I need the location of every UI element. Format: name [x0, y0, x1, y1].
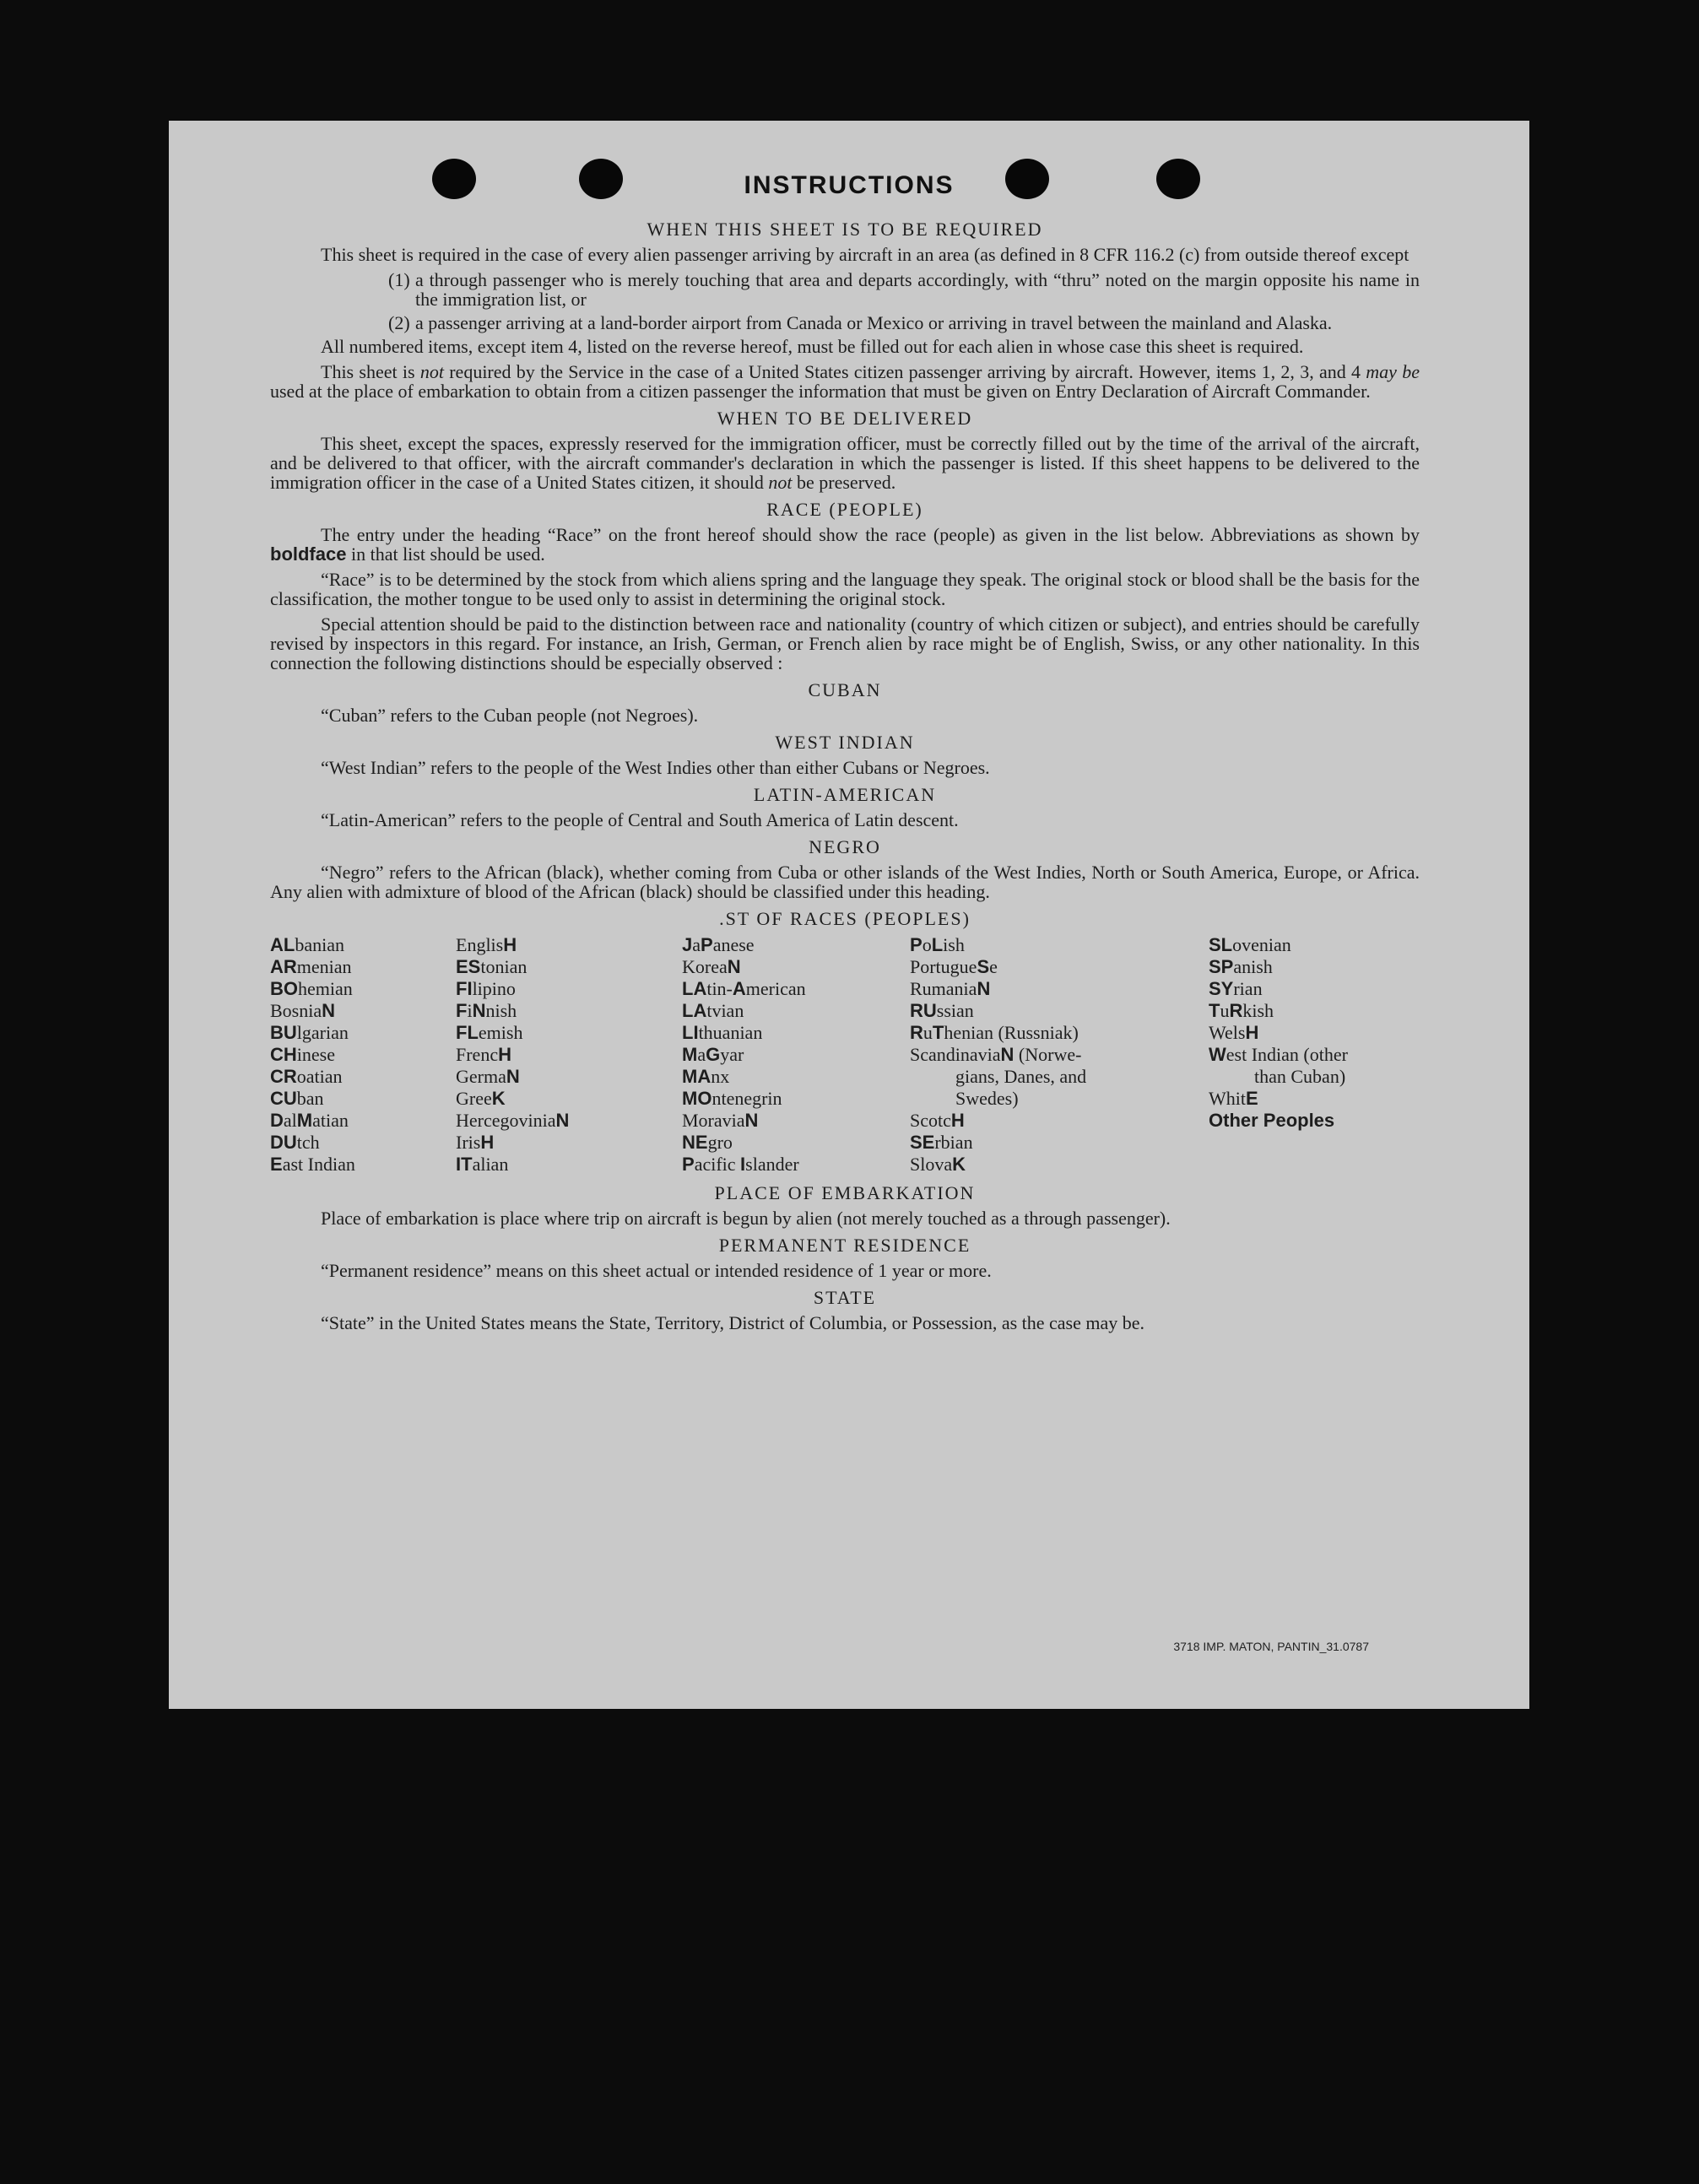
- item-text: a passenger arriving at a land-border airport from Canada or Mexico or arriving in travel between the mainland and Alaska.: [415, 312, 1333, 333]
- race-entry: ScandinaviaN (Norwe-: [910, 1044, 1082, 1065]
- race-entry: FLemish: [456, 1022, 523, 1043]
- race-entry: TuRkish: [1209, 1000, 1274, 1021]
- race-list: [270, 934, 1420, 1176]
- race-entry: LIthuanian: [682, 1022, 763, 1043]
- race-entry: NEgro: [682, 1132, 733, 1153]
- paragraph: “Race” is to be determined by the stock from which aliens spring and the language they speak. The original stock or blood shall be the basis for the classification, the mother tongue to be used only to assist in determining the original stock.: [270, 569, 1420, 609]
- paragraph: “State” in the United States means the State, Territory, District of Columbia, or Possession, as the case may be.: [321, 1312, 1145, 1333]
- race-entry: SLovenian: [1209, 934, 1291, 955]
- section-heading: PLACE OF EMBARKATION: [714, 1182, 976, 1203]
- race-entry: ALbanian: [270, 934, 344, 955]
- race-entry: SErbian: [910, 1132, 973, 1153]
- race-entry: SYrian: [1209, 978, 1263, 999]
- race-entry: MOntenegrin: [682, 1088, 782, 1109]
- race-entry: PortugueSe: [910, 956, 998, 977]
- paragraph: Special attention should be paid to the distinction between race and nationality (country of which citizen or subject), and entries should be carefully revised by inspectors in this regard. For instance, an Irish, German, or French alien by race might be of English, Swiss, or any other nationality. In this connection the following distinctions should be especially observed :: [270, 614, 1420, 673]
- race-entry: East Indian: [270, 1154, 355, 1175]
- race-entry: LAtvian: [682, 1000, 744, 1021]
- race-entry: FIlipino: [456, 978, 516, 999]
- race-entry: West Indian (other: [1209, 1044, 1348, 1065]
- race-column: [910, 934, 1209, 1176]
- instructions-body: [270, 212, 1420, 1338]
- section-heading: WHEN THIS SHEET IS TO BE REQUIRED: [647, 219, 1043, 240]
- paragraph: “Permanent residence” means on this sheet actual or intended residence of 1 year or more.: [321, 1260, 992, 1281]
- race-entry: SPanish: [1209, 956, 1273, 977]
- race-entry: BUlgarian: [270, 1022, 349, 1043]
- race-entry: MaGyar: [682, 1044, 744, 1065]
- race-entry: DalMatian: [270, 1110, 349, 1131]
- race-entry: KoreaN: [682, 956, 741, 977]
- race-entry: Pacific Islander: [682, 1154, 799, 1175]
- section-heading: LATIN-AMERICAN: [753, 784, 937, 805]
- item-text: a through passenger who is merely touching that area and departs accordingly, with “thru” noted on the margin opposite his name in the immigration list, or: [415, 269, 1420, 310]
- exception-item: [388, 313, 1420, 332]
- race-entry: WhitE: [1209, 1088, 1258, 1109]
- section-heading: RACE (PEOPLE): [766, 499, 923, 520]
- item-number: (1): [388, 269, 410, 290]
- paragraph: All numbered items, except item 4, listed on the reverse hereof, must be filled out for each alien in whose case this sheet is required.: [321, 336, 1304, 357]
- race-entry: ScotcH: [910, 1110, 965, 1131]
- race-entry: SlovaK: [910, 1154, 966, 1175]
- race-entry: CHinese: [270, 1044, 335, 1065]
- race-entry: EnglisH: [456, 934, 517, 955]
- race-entry: FiNnish: [456, 1000, 517, 1021]
- race-entry: LAtin-American: [682, 978, 806, 999]
- race-entry: CRoatian: [270, 1066, 343, 1087]
- paragraph: This sheet, except the spaces, expressly reserved for the immigration officer, must be correctly filled out by the time of the arrival of the aircraft, and be delivered to that officer, with the aircraft commander's declaration in which the passenger is listed. If this sheet happens to be delivered to the immigration officer in the case of a United States citizen, it should not be preserved.: [270, 433, 1420, 493]
- race-entry: RumaniaN: [910, 978, 991, 999]
- section-heading: CUBAN: [808, 679, 882, 700]
- race-entry: HercegoviniaN: [456, 1110, 570, 1131]
- item-number: (2): [388, 312, 410, 333]
- paragraph: “West Indian” refers to the people of the West Indies other than either Cubans or Negroes.: [321, 757, 990, 778]
- race-entry: MAnx: [682, 1066, 730, 1087]
- list-heading: .ST OF RACES (PEOPLES): [719, 908, 971, 929]
- race-column: [456, 934, 682, 1176]
- race-entry: than Cuban): [1254, 1066, 1346, 1087]
- race-entry: GreeK: [456, 1088, 506, 1109]
- race-column: [270, 934, 456, 1176]
- paragraph: The entry under the heading “Race” on the front hereof should show the race (people) as given in the list below. Abbreviations as shown by boldface in that list should be used.: [270, 524, 1420, 565]
- page-title: INSTRUCTIONS: [744, 171, 955, 199]
- race-column: [682, 934, 910, 1176]
- paragraph: This sheet is not required by the Service in the case of a United States citizen passenger arriving by aircraft. However, items 1, 2, 3, and 4 may be used at the place of embarkation to obtain from a citizen passenger the information that must be given on Entry Declaration of Aircraft Commander.: [270, 361, 1420, 402]
- race-entry: DUtch: [270, 1132, 320, 1153]
- race-entry: BosniaN: [270, 1000, 336, 1021]
- race-entry: PoLish: [910, 934, 965, 955]
- race-entry: GermaN: [456, 1066, 520, 1087]
- race-entry: IrisH: [456, 1132, 495, 1153]
- race-entry: FrencH: [456, 1044, 511, 1065]
- printer-mark: 3718 IMP. MATON, PANTIN_31.0787: [1173, 1640, 1369, 1653]
- race-entry: Swedes): [955, 1088, 1019, 1109]
- section-heading: WEST INDIAN: [775, 732, 915, 753]
- race-entry: WelsH: [1209, 1022, 1259, 1043]
- race-entry: CUban: [270, 1088, 324, 1109]
- race-entry: ITalian: [456, 1154, 509, 1175]
- race-entry: EStonian: [456, 956, 528, 977]
- section-heading: STATE: [813, 1287, 877, 1308]
- race-entry: Other Peoples: [1209, 1110, 1335, 1131]
- race-entry: ARmenian: [270, 956, 352, 977]
- section-heading: NEGRO: [809, 836, 881, 857]
- race-entry: RUssian: [910, 1000, 974, 1021]
- race-entry: gians, Danes, and: [955, 1066, 1087, 1087]
- race-entry: RuThenian (Russniak): [910, 1022, 1079, 1043]
- paragraph: Place of embarkation is place where trip on aircraft is begun by alien (not merely touched as a through passenger).: [321, 1208, 1171, 1229]
- exception-item: [388, 270, 1420, 309]
- paragraph: This sheet is required in the case of every alien passenger arriving by aircraft in an area (as defined in 8 CFR 116.2 (c) from outside thereof except: [321, 244, 1410, 265]
- instruction-sheet: [169, 121, 1529, 1709]
- paragraph: “Latin-American” refers to the people of Central and South America of Latin descent.: [321, 809, 959, 830]
- race-entry: BOhemian: [270, 978, 353, 999]
- section-heading: WHEN TO BE DELIVERED: [717, 408, 973, 429]
- paragraph: “Cuban” refers to the Cuban people (not Negroes).: [321, 705, 699, 726]
- race-entry: JaPanese: [682, 934, 755, 955]
- paragraph: “Negro” refers to the African (black), whether coming from Cuba or other islands of the West Indies, North or South America, Europe, or Africa. Any alien with admixture of blood of the African (black) should be classified under this heading.: [270, 862, 1420, 902]
- race-entry: MoraviaN: [682, 1110, 759, 1131]
- section-heading: PERMANENT RESIDENCE: [718, 1235, 971, 1256]
- race-column: [1209, 934, 1420, 1176]
